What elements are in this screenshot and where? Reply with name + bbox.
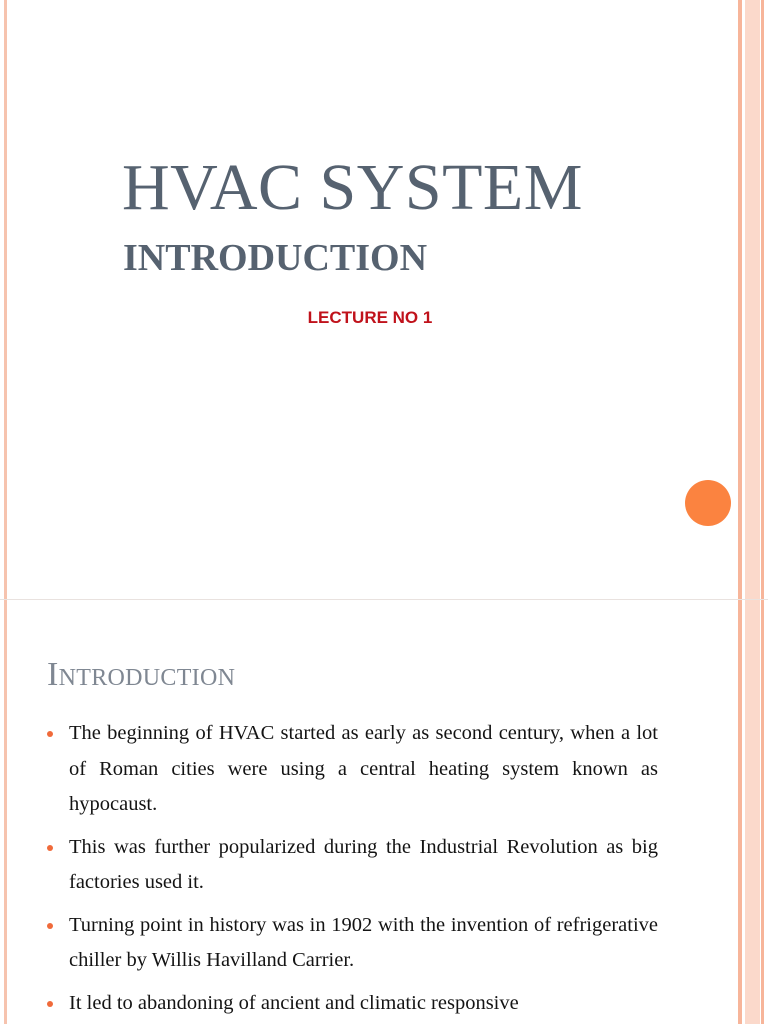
frame-line-right-outer <box>738 600 742 1024</box>
bullet-item <box>45 830 658 901</box>
lecture-number: LECTURE NO 1 <box>307 308 433 327</box>
slide-subtitle: INTRODUCTION <box>123 237 428 279</box>
bullet-text: This was further popularized during the Industrial Revolution as big factories used it. <box>69 835 658 893</box>
frame-line-left <box>4 0 7 600</box>
introduction-slide <box>0 600 768 1024</box>
orange-circle-icon <box>685 480 731 526</box>
frame-line-right-inner <box>761 0 764 600</box>
bullet-dot-icon <box>47 1001 53 1007</box>
slide-title: HVAC SYSTEM <box>122 151 583 224</box>
frame-line-right-inner <box>761 600 764 1024</box>
frame-band-right <box>745 0 760 600</box>
section-heading: Introduction <box>47 656 236 693</box>
bullet-dot-icon <box>47 731 53 737</box>
bullet-dot-icon <box>47 845 53 851</box>
frame-band-right <box>745 600 760 1024</box>
bullet-text: Turning point in history was in 1902 with the invention of refrigerative chiller by Willis Havilland Carrier. <box>69 913 658 971</box>
bullet-text: The beginning of HVAC started as early as second century, when a lot of Roman cities were using a central heating system known as hypocaust. <box>69 722 658 815</box>
bullet-item <box>45 986 658 1022</box>
bullet-text: It led to abandoning of ancient and climatic responsive <box>69 991 519 1014</box>
frame-line-right-outer <box>738 0 742 600</box>
bullet-list <box>45 716 658 1024</box>
bullet-item <box>45 716 658 823</box>
frame-line-left <box>4 600 7 1024</box>
bullet-dot-icon <box>47 923 53 929</box>
bullet-item <box>45 908 658 979</box>
